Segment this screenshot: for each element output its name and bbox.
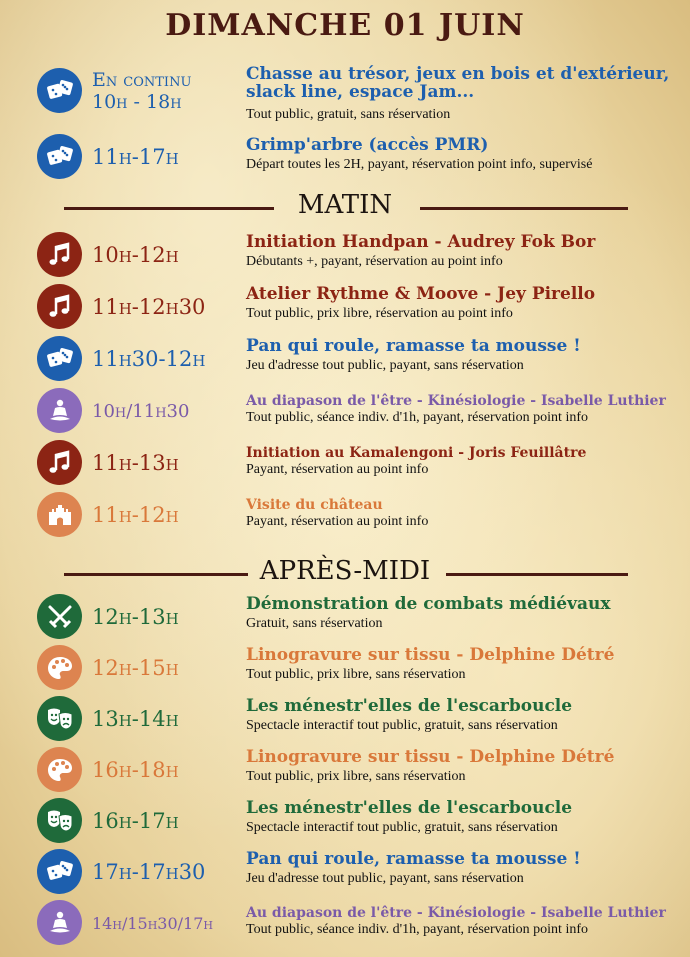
list-item <box>0 438 690 488</box>
section-header-apres-midi <box>0 556 690 590</box>
activity-description: Tout public, prix libre, sans réservation <box>246 667 466 682</box>
activity-name: Au diapason de l'être - Kinésiologie - Isabelle Luthier <box>246 393 666 409</box>
meditation-icon <box>37 388 82 433</box>
time-label: 10h/11h30 <box>92 400 190 422</box>
activity-description: Gratuit, sans réservation <box>246 616 383 631</box>
list-item <box>0 592 690 642</box>
activity-name: Chasse au trésor, jeux en bois et d'extérieur, <box>246 64 670 84</box>
palette-icon <box>37 645 82 690</box>
activity-name: Au diapason de l'être - Kinésiologie - Isabelle Luthier <box>246 905 666 921</box>
divider <box>420 207 628 210</box>
activity-name: Grimp'arbre (accès PMR) <box>246 135 489 155</box>
activity-description: Débutants +, payant, réservation au point info <box>246 254 503 269</box>
crossed-swords-icon <box>37 594 82 639</box>
activity-name: Atelier Rythme & Moove - Jey Pirello <box>246 284 596 304</box>
time-label: 11h-12h30 <box>92 295 206 319</box>
activity-description: Spectacle interactif tout public, gratuit, sans réservation <box>246 718 558 733</box>
list-item <box>0 386 690 436</box>
divider <box>446 573 628 576</box>
activity-name: Initiation Handpan - Audrey Fok Bor <box>246 232 596 252</box>
theater-masks-icon <box>37 696 82 741</box>
time-label: En continu <box>92 69 192 91</box>
list-item <box>0 745 690 795</box>
activity-name: Démonstration de combats médiévaux <box>246 594 611 614</box>
section-title: MATIN <box>297 190 393 220</box>
activity-description: Tout public, prix libre, réservation au point info <box>246 306 513 321</box>
music-note-icon <box>37 232 82 277</box>
time-label: 10h - 18h <box>92 91 182 113</box>
time-label: 17h-17h30 <box>92 860 206 884</box>
activity-description: Payant, réservation au point info <box>246 514 429 529</box>
time-slot <box>92 66 191 116</box>
activity-name: Visite du château <box>246 497 383 513</box>
activity-name: slack line, espace Jam... <box>246 82 475 102</box>
activity-description: Tout public, prix libre, sans réservation <box>246 769 466 784</box>
music-note-icon <box>37 284 82 329</box>
activity-name: Les ménestr'elles de l'escarboucle <box>246 798 573 818</box>
activity-description: Payant, réservation au point info <box>246 462 429 477</box>
activity-description: Spectacle interactif tout public, gratuit, sans réservation <box>246 820 558 835</box>
activity-description: Jeu d'adresse tout public, payant, sans réservation <box>246 871 524 886</box>
list-item <box>0 230 690 280</box>
dice-icon <box>37 134 82 179</box>
list-item <box>0 796 690 846</box>
dice-icon <box>37 68 82 113</box>
time-label: 13h-14h <box>92 707 179 731</box>
list-item <box>0 132 690 182</box>
dice-icon <box>37 336 82 381</box>
activity-description: Jeu d'adresse tout public, payant, sans réservation <box>246 358 524 373</box>
activity-description: Tout public, séance indiv. d'1h, payant, réservation point info <box>246 410 588 425</box>
time-label: 10h-12h <box>92 243 179 267</box>
list-item <box>0 64 690 122</box>
list-item <box>0 898 690 948</box>
time-label: 16h-17h <box>92 809 179 833</box>
list-item <box>0 643 690 693</box>
meditation-icon <box>37 900 82 945</box>
time-label: 12h-15h <box>92 656 179 680</box>
time-label: 11h-13h <box>92 451 179 475</box>
list-item <box>0 694 690 744</box>
activity-name: Les ménestr'elles de l'escarboucle <box>246 696 573 716</box>
section-title: APRÈS-MIDI <box>259 556 431 586</box>
activity-description: Tout public, gratuit, sans réservation <box>246 107 451 122</box>
activity-name: Linogravure sur tissu - Delphine Détré <box>246 747 615 767</box>
time-label: 14h/15h30/17h <box>92 913 213 933</box>
time-label: 16h-18h <box>92 758 179 782</box>
activity-name: Initiation au Kamalengoni - Joris Feuillâtre <box>246 445 587 461</box>
castle-icon <box>37 492 82 537</box>
theater-masks-icon <box>37 798 82 843</box>
activity-name: Pan qui roule, ramasse ta mousse ! <box>246 336 581 356</box>
activity-description: Tout public, séance indiv. d'1h, payant, réservation point info <box>246 922 588 937</box>
activity-name: Pan qui roule, ramasse ta mousse ! <box>246 849 581 869</box>
list-item <box>0 490 690 540</box>
music-note-icon <box>37 440 82 485</box>
palette-icon <box>37 747 82 792</box>
time-label: 11h-12h <box>92 503 179 527</box>
dice-icon <box>37 849 82 894</box>
list-item <box>0 334 690 384</box>
time-label: 11h30-12h <box>92 347 206 371</box>
activity-description: Départ toutes les 2H, payant, réservation point info, supervisé <box>246 157 593 172</box>
list-item <box>0 282 690 332</box>
time-label: 12h-13h <box>92 605 179 629</box>
section-header-matin <box>0 190 690 224</box>
activity-name: Linogravure sur tissu - Delphine Détré <box>246 645 615 665</box>
page-title: DIMANCHE 01 JUIN <box>165 8 525 43</box>
list-item <box>0 847 690 897</box>
time-label: 11h-17h <box>92 145 179 169</box>
